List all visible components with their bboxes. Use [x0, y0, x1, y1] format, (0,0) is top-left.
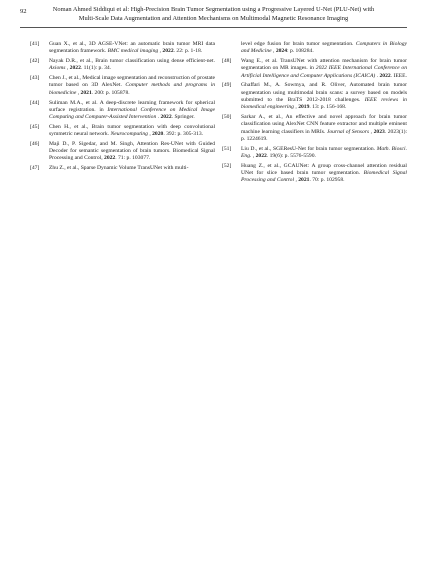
reference-details: . Springer. [171, 114, 195, 121]
reference-year: 2022 [69, 65, 81, 72]
reference-entry [222, 114, 407, 143]
reference-separator: , [251, 152, 256, 159]
reference-year: 2019 [298, 104, 310, 111]
reference-details: . 13: p. 156-168. [309, 104, 347, 111]
reference-text [241, 163, 407, 185]
reference-details: : p. 108284. [287, 48, 314, 55]
reference-journal: Journal of Sensors [326, 128, 370, 135]
reference-number: [49] [222, 82, 232, 89]
reference-number: [46] [30, 140, 40, 147]
reference-year: 2022 [379, 72, 391, 79]
reference-body: Sarkar A., et al., An effective and novel approach for brain tumor classification using AlexNet CNN feature extractor and multiple eminent machine learning classifiers in MRIs. [241, 114, 407, 135]
reference-journal: Axioms [49, 65, 66, 72]
reference-text [241, 58, 407, 80]
reference-year: 2022 [160, 114, 172, 121]
reference-body: Maji D., P. Sigedar, and M. Singh, Attention Res-UNet with Guided Decoder for semantic segmentation of brain tumors. Biomedical Signal Processing and Control, [49, 140, 215, 162]
reference-details: . 200: p. 105878. [91, 89, 130, 96]
reference-year: 2021 [80, 89, 92, 96]
reference-text [49, 141, 215, 163]
reference-details: . 70: p. 102958. [309, 177, 345, 184]
reference-year: 2024 [275, 48, 287, 55]
reference-year: 2022 [255, 152, 267, 159]
reference-entry [30, 58, 215, 73]
reference-body: Huang Z., et al., GCAUNet: A group cross-channel attention residual UNet for slice based brain tumor segmentation. [241, 162, 407, 176]
reference-entry [222, 146, 407, 161]
reference-separator: , [369, 128, 374, 135]
reference-number: [44] [30, 99, 40, 106]
reference-text [241, 82, 407, 111]
reference-number: [47] [30, 165, 40, 172]
reference-journal: Math. Biosci. Eng. [241, 145, 407, 159]
reference-body: Nayak D.R., et al., Brain tumor classification using dense efficient-net. [49, 58, 215, 65]
reference-details: . 22: p. 1-18. [173, 48, 203, 55]
reference-body: Suliman M.A., et al. A deep-discrete learning framework for spherical surface registration. in [49, 99, 215, 113]
reference-entry [30, 165, 215, 172]
reference-body: Guan X., et al., 3D AGSE-VNet: an automatic brain tumor MRI data segmentation framework. [49, 41, 215, 55]
reference-number [222, 41, 241, 56]
reference-entry [222, 82, 407, 111]
reference-number: [45] [30, 123, 40, 130]
reference-text [49, 75, 215, 97]
header-line-1: Noman Ahmed Siddiqui et al: High-Precision Brain Tumor Segmentation using a Progressive Layered U-Net (PLU-Net) with [52, 6, 375, 13]
reference-year: 2023 [373, 128, 385, 135]
reference-details: . IEEE. [390, 72, 407, 79]
reference-journal: Computer methods and programs in biomedicine [49, 82, 216, 96]
reference-entry [30, 100, 215, 122]
running-header [20, 6, 407, 23]
reference-entry [30, 124, 215, 139]
reference-separator: , [147, 131, 153, 138]
reference-journal: 2022 IEEE International Conference on Artificial Intelligence and Computer Applications (ICAICA) [241, 65, 407, 79]
reference-entry [30, 75, 215, 97]
page-number: 92 [20, 8, 27, 15]
reference-entry [222, 58, 407, 80]
reference-text [241, 146, 407, 161]
reference-separator: , [271, 48, 276, 55]
reference-separator: , [65, 65, 70, 72]
reference-text [241, 114, 407, 143]
reference-year: 2020 [152, 131, 164, 138]
reference-journal: BMC medical imaging [107, 48, 159, 55]
reference-entry [30, 41, 215, 56]
reference-number: [43] [30, 75, 40, 82]
references-left-column [30, 41, 215, 175]
reference-separator: , [158, 48, 163, 55]
reference-body: Ghaffari M., A. Sowmya, and R. Oliver, Automated brain tumor segmentation using multimodal brain scans: a survey based on models submitted to the BraTS 2012-2018 challenges. [241, 82, 407, 103]
reference-text [49, 41, 215, 56]
reference-text [49, 165, 215, 172]
reference-entry [222, 41, 407, 56]
reference-body: Wang E., et al. TransUNet with attention mechanism for brain tumor segmentation on MR images. in [241, 58, 407, 72]
reference-text [49, 58, 215, 73]
reference-separator: , [294, 177, 299, 184]
reference-separator: , [76, 89, 81, 96]
reference-body: level edge fusion for brain tumor segmentation. [241, 41, 356, 47]
reference-number: [50] [222, 114, 232, 121]
reference-number: [51] [222, 145, 232, 152]
reference-journal: Neurocomputing [110, 131, 148, 138]
reference-entry [222, 163, 407, 185]
reference-number: [52] [222, 162, 232, 169]
reference-details: . 19(6): p. 5576-5590. [266, 152, 316, 159]
references-right-column [222, 41, 407, 187]
reference-separator: . [156, 114, 161, 121]
reference-separator: , [293, 104, 299, 111]
reference-journal: Computers in Biology and Medicine [241, 41, 407, 55]
reference-details: . 392: p. 305-313. [163, 131, 204, 138]
reference-body: Chen H., et al., Brain tumor segmentation with deep convolutional symmetric neural network. [49, 123, 215, 138]
reference-body: Liu D., et al., SGEResU-Net for brain tumor segmentation. [241, 145, 377, 152]
header-divider [20, 27, 407, 28]
reference-separator: . [375, 72, 380, 79]
header-line-2: Multi-Scale Data Augmentation and Attention Mechanisms on Multimodal Magnetic Resonance Imaging [78, 14, 349, 22]
reference-details: . 11(1): p. 34. [80, 65, 112, 72]
reference-year: 2022 [162, 48, 174, 55]
reference-details: . 2023(1): p. 1224619. [241, 128, 408, 142]
reference-number: [41] [30, 41, 40, 47]
reference-text [49, 100, 215, 122]
reference-body: Zhu Z., et al., Sparse Dynamic Volume TransUNet with multi- [49, 165, 189, 172]
reference-number: [42] [30, 58, 40, 65]
reference-number: [48] [222, 58, 232, 65]
reference-year: 2022 [104, 155, 116, 162]
reference-text [49, 124, 215, 139]
reference-journal: International Conference on Medical Image Computing and Computer-Assisted Intervention [49, 106, 215, 121]
reference-body: Chen J., et al., Medical image segmentation and reconstruction of prostate tumor based on 3D AlexNet. [49, 75, 215, 89]
reference-journal: Biomedical Signal Processing and Control [241, 169, 407, 184]
reference-text [241, 41, 407, 56]
reference-entry [30, 141, 215, 163]
reference-details: . 71: p. 103077. [115, 155, 151, 162]
reference-year: 2021 [298, 177, 310, 184]
reference-journal: IEEE reviews in biomedical engineering [241, 96, 407, 111]
